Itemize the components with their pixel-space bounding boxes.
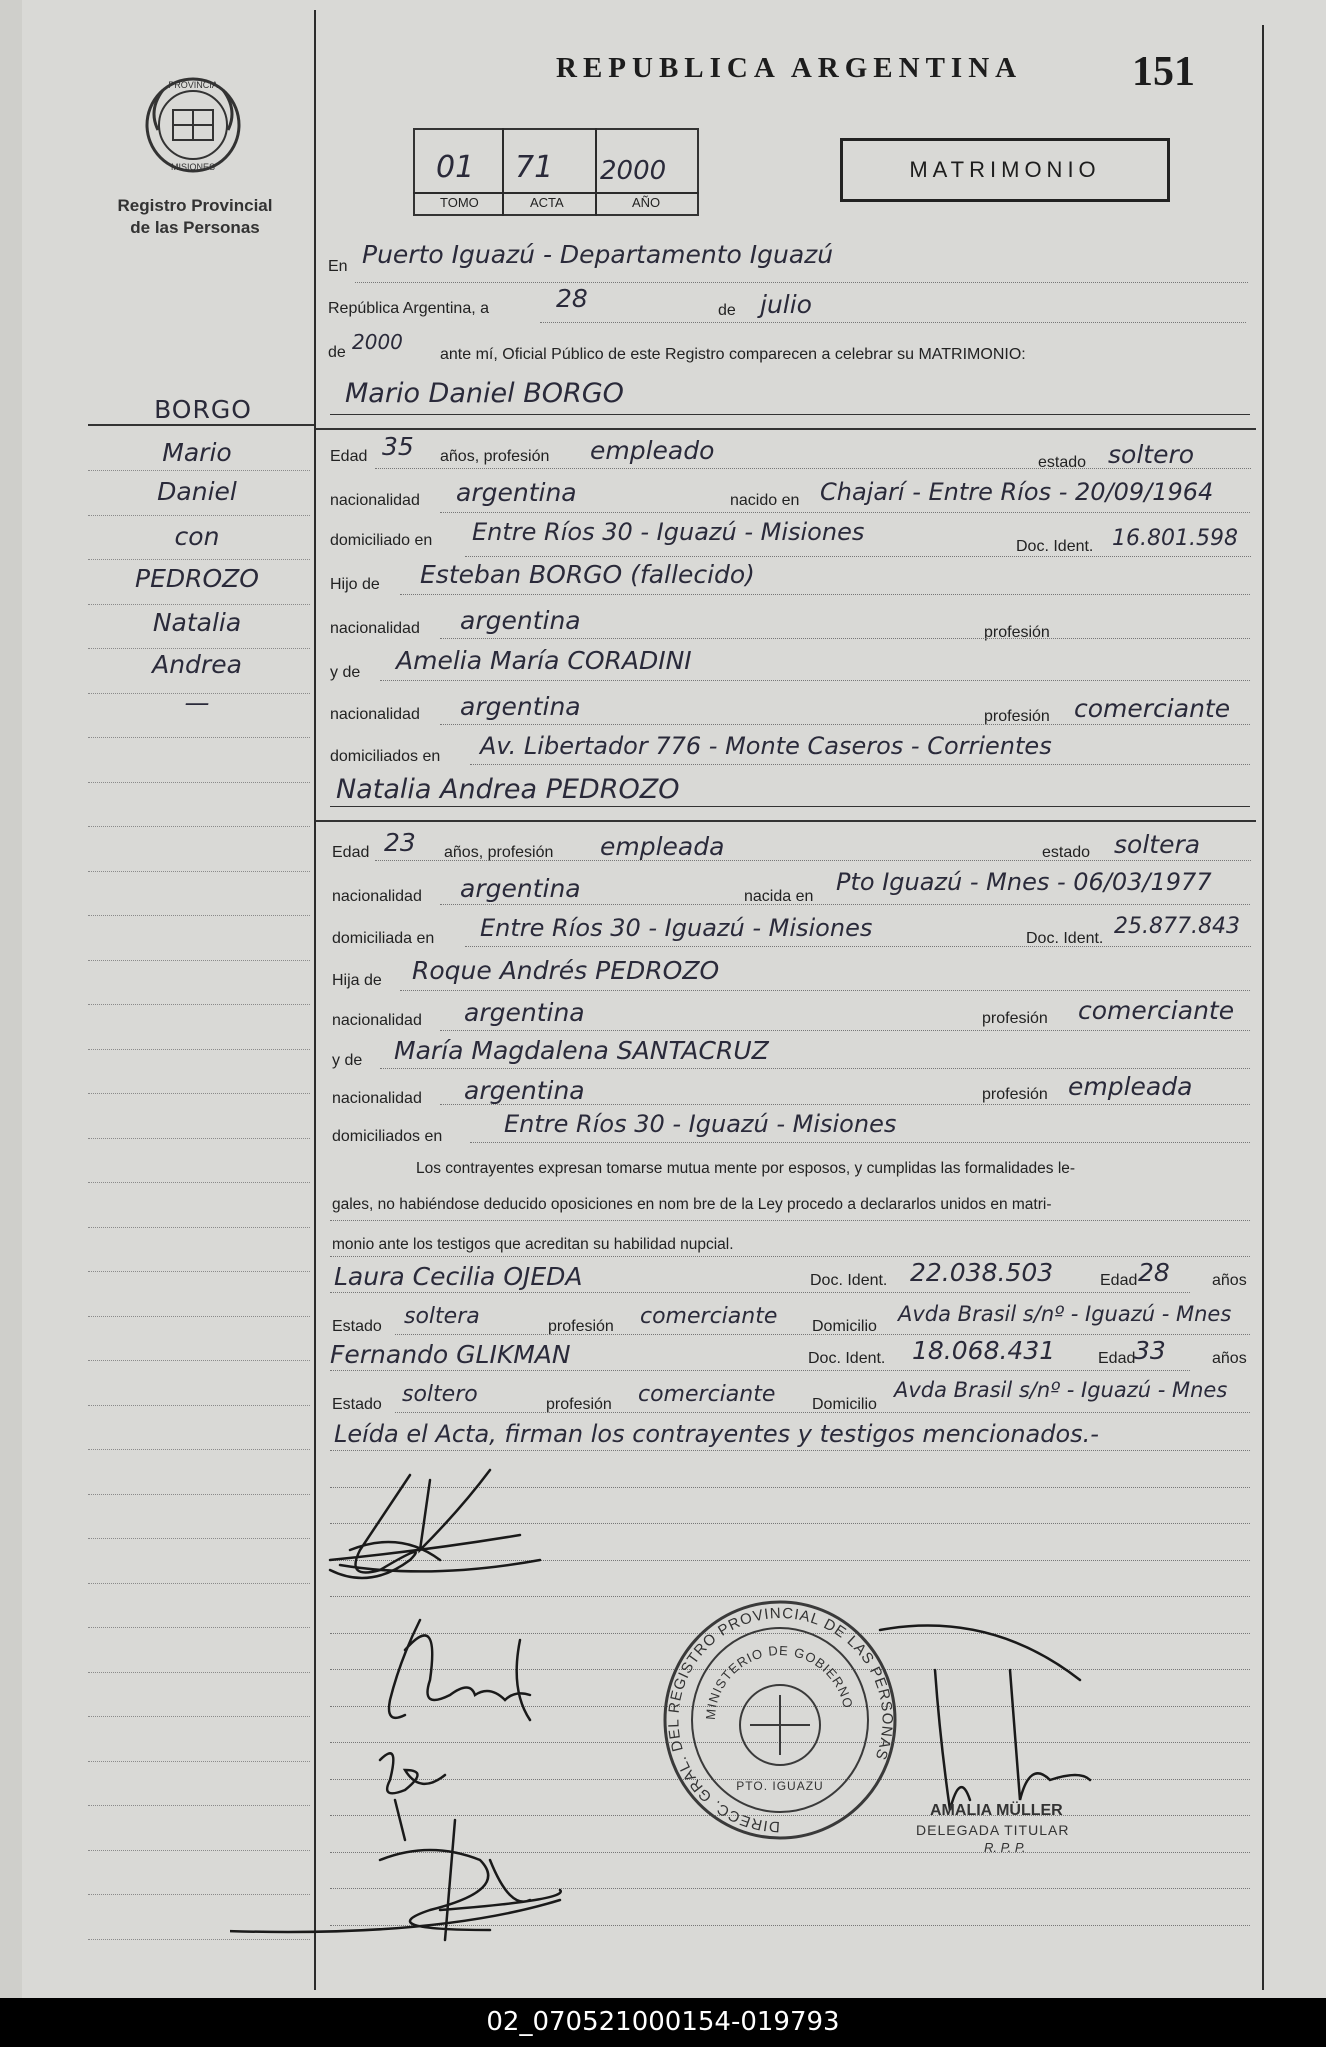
groom-nacido-label: nacido en: [730, 492, 800, 509]
bride-dom-label: domiciliada en: [332, 930, 435, 947]
witness2-dom-label: Domicilio: [812, 1396, 877, 1413]
sidebar-name: Mario: [162, 438, 232, 467]
witness2-doc-label: Doc. Ident.: [808, 1350, 886, 1367]
witness1-estado-label: Estado: [332, 1318, 382, 1335]
bride-birth: Pto Iguazú - Mnes - 06/03/1977: [836, 868, 1212, 896]
line: [330, 1292, 1190, 1293]
declaration-line-1: Los contrayentes expresan tomarse mutua mente por esposos, y cumplidas las formalidades le-: [416, 1160, 1076, 1177]
seal-top-text: PROVINCIA: [168, 80, 218, 90]
sidebar-line: [88, 559, 310, 560]
groom-mother-nationality: argentina: [460, 692, 581, 721]
bride-father-nac-label: nacionalidad: [332, 1012, 422, 1029]
stamp-ring-text: DIRECC. GRAL. DEL REGISTRO PROVINCIAL DE LAS PERSONAS: [665, 1604, 896, 1836]
groom-hijo-label: Hijo de: [330, 576, 380, 593]
line: [400, 990, 1250, 991]
sidebar-name: Andrea: [152, 650, 242, 679]
acta-label: ACTA: [530, 195, 564, 210]
page-number: 151: [1132, 49, 1195, 95]
record-type-box: [840, 138, 1170, 202]
sidebar-line: [88, 871, 310, 872]
groom-mother-prof-label: profesión: [984, 708, 1050, 725]
witness2-profession: comerciante: [638, 1382, 776, 1407]
bride-nacida-label: nacida en: [744, 888, 814, 905]
box-divider: [502, 128, 504, 216]
line: [440, 1030, 1250, 1031]
bride-mother-nac-label: nacionalidad: [332, 1090, 422, 1107]
line: [465, 946, 1251, 947]
groom-age: 35: [382, 432, 414, 461]
declaration-line-3: monio ante los testigos que acreditan su habilidad nupcial.: [332, 1236, 734, 1253]
sidebar-line: [88, 915, 310, 916]
line: [440, 904, 1250, 905]
witness2-age: 33: [1134, 1336, 1166, 1365]
sidebar-name: —: [184, 688, 210, 717]
footer-id: 02_070521000154-019793: [0, 1998, 1326, 2047]
seal-bottom-text: MISIONES: [170, 162, 216, 172]
country-title: REPUBLICA ARGENTINA: [556, 52, 1023, 84]
sidebar-line: [88, 693, 310, 694]
declaration-line-2: gales, no habiéndose deducido oposiciones en nom bre de la Ley procedo a declararlos unidos en matri-: [332, 1196, 1052, 1213]
groom-mother-nac-label: nacionalidad: [330, 706, 420, 723]
signatures-graphic: [230, 1440, 1270, 1970]
groom-address: Entre Ríos 30 - Iguazú - Misiones: [472, 518, 865, 546]
sidebar-name: con: [174, 522, 220, 551]
groom-birth: Chajarí - Entre Ríos - 20/09/1964: [820, 478, 1214, 506]
line: [470, 764, 1250, 765]
groom-dom-label: domiciliado en: [330, 532, 433, 549]
bride-profession: empleada: [600, 832, 725, 861]
bride-father-prof-label: profesión: [982, 1010, 1048, 1027]
witness2-doc: 18.068.431: [912, 1336, 1056, 1365]
groom-father-prof-label: profesión: [984, 624, 1050, 641]
witness2-estado: soltero: [402, 1382, 478, 1407]
bride-doc: 25.877.843: [1114, 914, 1240, 939]
groom-estado-label: estado: [1038, 454, 1087, 471]
bride-address: Entre Ríos 30 - Iguazú - Misiones: [480, 914, 873, 942]
groom-mother: Amelia María CORADINI: [396, 646, 692, 675]
sidebar-line: [88, 1227, 310, 1228]
bride-mother-profession: empleada: [1068, 1072, 1193, 1101]
sidebar-line: [88, 1316, 310, 1317]
official-name: AMALIA MÜLLER: [930, 1802, 1063, 1819]
sidebar-line: [88, 826, 310, 827]
bride-father-profession: comerciante: [1078, 996, 1235, 1025]
line: [375, 860, 1251, 861]
tomo-label: TOMO: [440, 195, 479, 210]
groom-edad-label: Edad: [330, 448, 368, 465]
registry-stamp: [665, 1602, 896, 1838]
line: [440, 724, 1250, 725]
sidebar-name: Daniel: [157, 477, 237, 506]
sidebar-line: [88, 1360, 310, 1361]
witness2-prof-label: profesión: [546, 1396, 612, 1413]
sidebar-line: [88, 1093, 310, 1094]
witness1-prof-label: profesión: [548, 1318, 614, 1335]
bride-profesion-label: años, profesión: [444, 844, 554, 861]
groom-name-rule: [330, 414, 1250, 415]
sidebar-rule: [88, 424, 314, 426]
sidebar-name: PEDROZO: [135, 564, 259, 593]
record-type-label: MATRIMONIO: [909, 157, 1101, 182]
bride-name-rule: [330, 806, 1250, 807]
groom-profesion-label: años, profesión: [440, 448, 550, 465]
bride-father: Roque Andrés PEDROZO: [412, 956, 720, 985]
bride-parents-address: Entre Ríos 30 - Iguazú - Misiones: [504, 1110, 897, 1138]
day-value: 28: [556, 284, 588, 313]
sidebar-line: [88, 1405, 310, 1406]
line: [330, 1256, 1250, 1257]
witness1-name: Laura Cecilia OJEDA: [334, 1262, 583, 1291]
intro-text: ante mí, Oficial Público de este Registro comparecen a celebrar su MATRIMONIO:: [440, 346, 1026, 363]
bride-y-de-label: y de: [332, 1052, 363, 1069]
groom-doc-label: Doc. Ident.: [1016, 538, 1094, 555]
witness1-doc-label: Doc. Ident.: [810, 1272, 888, 1289]
bride-nac-label: nacionalidad: [332, 888, 422, 905]
box-divider: [595, 128, 597, 216]
witness1-anos-label: años: [1212, 1272, 1247, 1289]
place-value: Puerto Iguazú - Departamento Iguazú: [362, 240, 834, 269]
official-office: R. P. P.: [984, 1840, 1026, 1855]
witness1-edad-label: Edad: [1100, 1272, 1138, 1289]
bride-hija-label: Hija de: [332, 972, 382, 989]
sidebar-line: [88, 1049, 310, 1050]
sidebar-line: [88, 782, 310, 783]
bride-nationality: argentina: [460, 874, 581, 903]
sidebar-name: Natalia: [152, 608, 242, 637]
line: [440, 1104, 1250, 1105]
line: [440, 638, 1250, 639]
witness1-dom-label: Domicilio: [812, 1318, 877, 1335]
groom-y-de-label: y de: [330, 664, 361, 681]
box-divider: [413, 192, 699, 194]
witness1-doc: 22.038.503: [910, 1258, 1054, 1287]
sidebar-line: [88, 1271, 310, 1272]
stamp-inner-text: MINISTERIO DE GOBIERNO: [702, 1642, 857, 1721]
groom-doc: 16.801.598: [1112, 526, 1238, 551]
stamp-bottom-text: PTO. IGUAZU: [736, 1779, 824, 1793]
bride-mother-nationality: argentina: [464, 1076, 585, 1105]
closing-text: Leída el Acta, firman los contrayentes y testigos mencionados.-: [334, 1420, 1099, 1448]
bride-estado-label: estado: [1042, 844, 1091, 861]
bride-parents-dom-label: domiciliados en: [332, 1128, 443, 1145]
line: [375, 468, 1251, 469]
de-label: de: [718, 302, 736, 319]
witness2-name: Fernando GLIKMAN: [330, 1340, 571, 1369]
sidebar-line: [88, 1138, 310, 1139]
groom-father: Esteban BORGO (fallecido): [420, 560, 755, 589]
bride-age: 23: [384, 828, 416, 857]
sidebar-line: [88, 604, 310, 605]
witness1-age: 28: [1138, 1258, 1170, 1287]
groom-estado: soltero: [1108, 440, 1195, 469]
sidebar-line: [88, 1004, 310, 1005]
groom-father-nac-label: nacionalidad: [330, 620, 420, 637]
sidebar-line: [88, 470, 310, 471]
line: [470, 1142, 1250, 1143]
line: [380, 680, 1250, 681]
section-rule: [316, 428, 1256, 430]
groom-father-nationality: argentina: [460, 606, 581, 635]
groom-nationality: argentina: [456, 478, 577, 507]
groom-nac-label: nacionalidad: [330, 492, 420, 509]
line: [395, 1334, 1250, 1335]
date-line: [540, 322, 1246, 323]
witness2-address: Avda Brasil s/nº - Iguazú - Mnes: [894, 1378, 1228, 1402]
bride-doc-label: Doc. Ident.: [1026, 930, 1104, 947]
groom-profession: empleado: [590, 436, 715, 465]
tomo-value: 01: [436, 150, 475, 185]
groom-parents-address: Av. Libertador 776 - Monte Caseros - Corrientes: [480, 732, 1052, 760]
ano-label: AÑO: [632, 195, 661, 210]
witness1-address: Avda Brasil s/nº - Iguazú - Mnes: [898, 1302, 1232, 1326]
bride-full-name: Natalia Andrea PEDROZO: [336, 774, 680, 805]
line: [380, 1068, 1250, 1069]
line: [400, 594, 1250, 595]
witness2-anos-label: años: [1212, 1350, 1247, 1367]
witness1-profession: comerciante: [640, 1304, 778, 1329]
provincial-seal-icon: [138, 70, 248, 180]
bride-mother: María Magdalena SANTACRUZ: [394, 1036, 769, 1065]
official-title: DELEGADA TITULAR: [916, 1822, 1070, 1838]
bride-mother-prof-label: profesión: [982, 1086, 1048, 1103]
en-label: En: [328, 258, 348, 275]
groom-parents-dom-label: domiciliados en: [330, 748, 441, 765]
sidebar-line: [88, 648, 310, 649]
groom-mother-profession: comerciante: [1074, 694, 1231, 723]
line: [465, 556, 1251, 557]
de2-label: de: [328, 344, 346, 361]
line: [395, 1412, 1250, 1413]
bride-estado: soltera: [1114, 830, 1201, 859]
republica-label: República Argentina, a: [328, 300, 489, 317]
registry-name: Registro Provincial de las Personas: [117, 196, 273, 237]
groom-full-name: Mario Daniel BORGO: [345, 378, 624, 409]
line: [440, 512, 1250, 513]
witness2-edad-label: Edad: [1098, 1350, 1136, 1367]
ano-value: 2000: [600, 156, 667, 186]
sidebar-line: [88, 1182, 310, 1183]
acta-value: 71: [515, 150, 554, 185]
section-rule: [316, 820, 1256, 822]
year-value: 2000: [352, 330, 403, 354]
line: [330, 1370, 1190, 1371]
bride-edad-label: Edad: [332, 844, 370, 861]
sidebar-line: [88, 515, 310, 516]
witness2-estado-label: Estado: [332, 1396, 382, 1413]
place-line: [355, 282, 1248, 283]
witness1-estado: soltera: [404, 1304, 480, 1329]
sidebar-line: [88, 960, 310, 961]
sidebar-line: [88, 737, 310, 738]
month-value: julio: [760, 290, 812, 319]
sidebar-surname: BORGO: [154, 395, 252, 424]
bride-father-nationality: argentina: [464, 998, 585, 1027]
line: [330, 1220, 1250, 1221]
